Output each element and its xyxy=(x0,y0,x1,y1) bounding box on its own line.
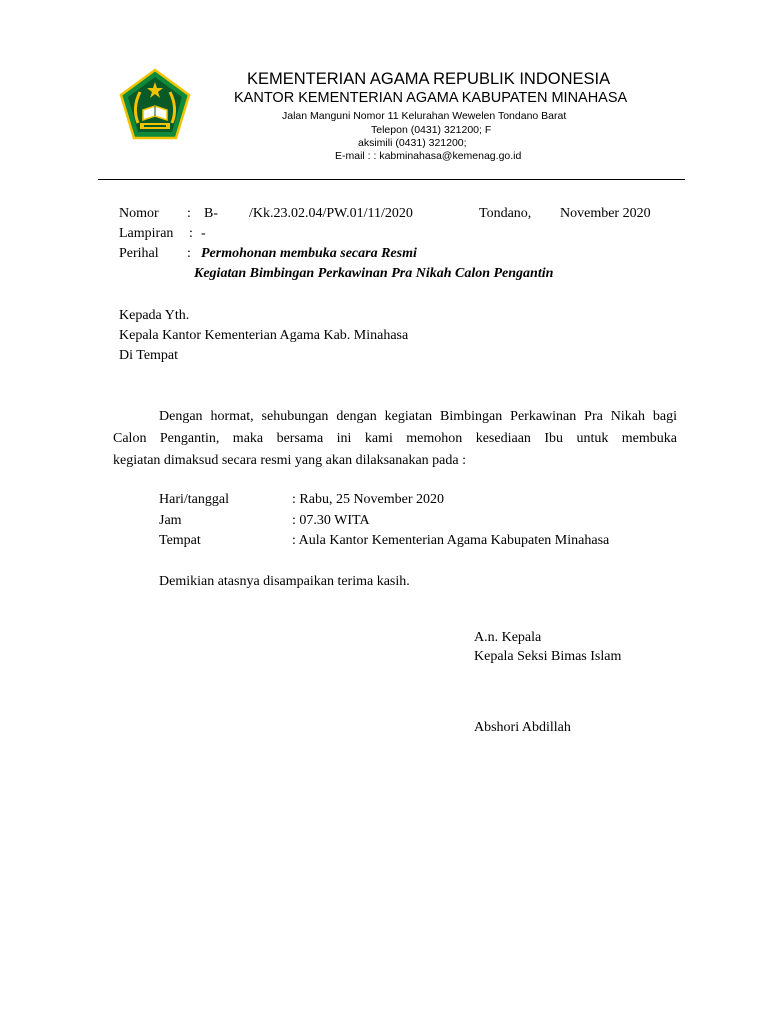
detail-label-place: Tempat xyxy=(159,533,201,548)
nomor-prefix: B- xyxy=(204,206,218,221)
office-fax: aksimili (0431) 321200; xyxy=(358,137,467,149)
letter-place: Tondano, xyxy=(479,206,532,221)
detail-value-time: : 07.30 WITA xyxy=(292,513,370,528)
body-line-2: Calon Pengantin, maka bersama ini kami memohon kesediaan Ibu untuk membuka xyxy=(113,431,677,446)
recipient-location: Di Tempat xyxy=(119,348,179,363)
kemenag-logo xyxy=(118,68,192,142)
nomor-label: Nomor xyxy=(119,206,159,221)
detail-value-place: : Aula Kantor Kementerian Agama Kabupaten Minahasa xyxy=(292,533,610,548)
perihal-separator: : xyxy=(187,246,191,261)
office-address: Jalan Manguni Nomor 11 Kelurahan Wewelen Tondano Barat xyxy=(282,110,567,122)
detail-label-time: Jam xyxy=(159,513,182,528)
nomor-value: /Kk.23.02.04/PW.01/11/2020 xyxy=(249,206,413,221)
signature-position: Kepala Seksi Bimas Islam xyxy=(474,649,622,664)
lampiran-label: Lampiran xyxy=(119,226,174,241)
lampiran-separator: : xyxy=(189,226,193,241)
office-phone: Telepon (0431) 321200; F xyxy=(371,124,492,136)
perihal-line-2: Kegiatan Bimbingan Perkawinan Pra Nikah Calon Pengantin xyxy=(194,266,554,281)
signature-name: Abshori Abdillah xyxy=(474,720,571,735)
closing-text: Demikian atasnya disampaikan terima kasih. xyxy=(159,574,410,589)
body-line-1: Dengan hormat, sehubungan dengan kegiatan Bimbingan Perkawinan Pra Nikah bagi xyxy=(159,409,677,424)
perihal-line-1: Permohonan membuka secara Resmi xyxy=(201,246,417,261)
body-paragraph xyxy=(113,406,677,472)
detail-label-day: Hari/tanggal xyxy=(159,492,229,507)
perihal-label: Perihal xyxy=(119,246,159,261)
ministry-title: KEMENTERIAN AGAMA REPUBLIK INDONESIA xyxy=(247,70,611,88)
letterhead-divider xyxy=(98,179,685,180)
letter-date: November 2020 xyxy=(560,206,651,221)
signature-title: A.n. Kepala xyxy=(474,630,542,645)
recipient-greeting: Kepada Yth. xyxy=(119,308,190,323)
office-email: E-mail : : kabminahasa@kemenag.go.id xyxy=(335,150,522,162)
body-line-3: kegiatan dimaksud secara resmi yang akan dilaksanakan pada : xyxy=(113,453,466,468)
office-title: KANTOR KEMENTERIAN AGAMA KABUPATEN MINAHASA xyxy=(234,90,628,106)
recipient-name: Kepala Kantor Kementerian Agama Kab. Minahasa xyxy=(119,328,409,343)
nomor-separator: : xyxy=(187,206,191,221)
detail-value-day: : Rabu, 25 November 2020 xyxy=(292,492,445,507)
kemenag-emblem-icon xyxy=(118,68,192,142)
lampiran-value: - xyxy=(201,226,206,241)
